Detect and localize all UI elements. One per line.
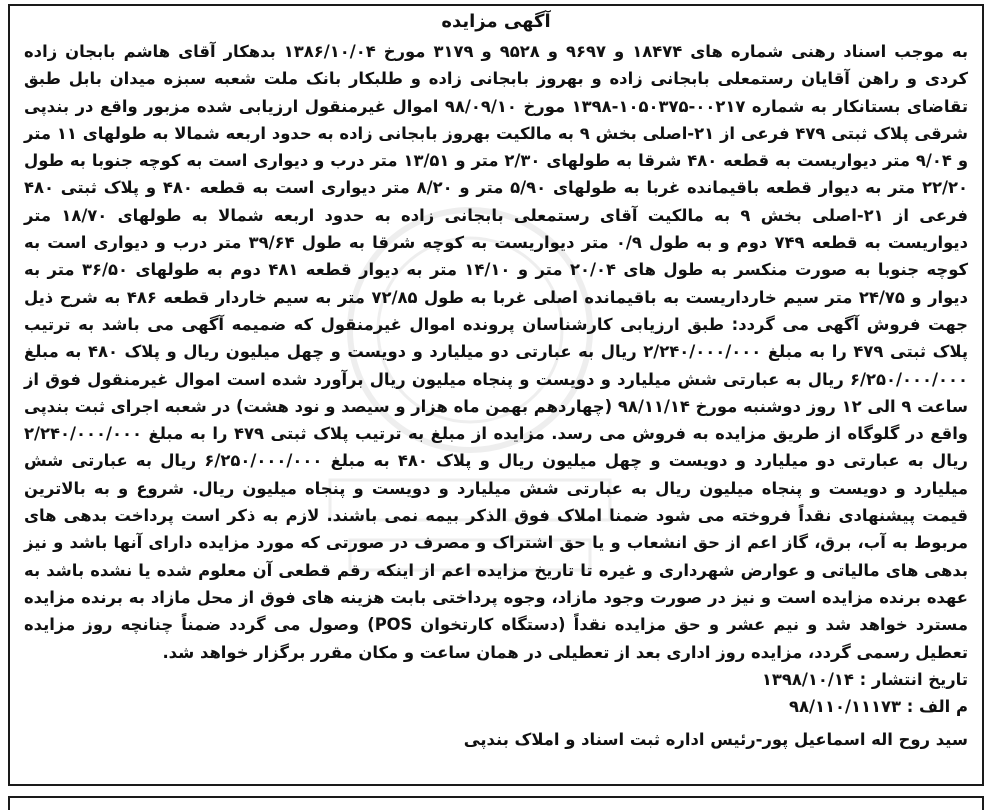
auction-notice <box>24 8 968 754</box>
signature-line: سید روح اله اسماعیل پور-رئیس اداره ثبت اسناد و املاک بندپی <box>463 730 968 750</box>
next-notice-border <box>8 796 984 810</box>
reference-number: م الف : ۹۸/۱۱۰/۱۱۱۷۳ <box>789 697 968 717</box>
notice-title: آگهی مزایده <box>441 11 551 32</box>
publish-date: تاریخ انتشار : ۱۳۹۸/۱۰/۱۴ <box>761 669 968 689</box>
notice-body: به موجب اسناد رهنی شماره های ۱۸۴۷۴ و ۹۶۹۷ و ۹۵۲۸ و ۳۱۷۹ مورخ ۱۳۸۶/۱۰/۰۴ بدهکار آقای هاشم بابجان زاده کردی و راهن آقایان رستمعلی بابجانی زاده و بهروز بابجانی زاده و طلبکار بانک ملت شعبه سبزه میدان بابل طبق تقاضای بستانکار به شماره ۰۰۲۱۷-۱۰۵۰۳۷۵-۱۳۹۸ مورخ ۹۸/۰۹/۱۰ اموال غیرمنقول ارزیابی شده مزبور واقع در بندپی شرقی پلاک ثبتی ۴۷۹ فرعی از ۲۱-اصلی بخش ۹ به مالکیت بهروز بابجانی زاده به حدود اربعه شمالا به طولهای ۱۱ متر و ۹/۰۴ متر دیواریست به قطعه ۴۸۰ شرقا به طولهای ۲/۳۰ متر و ۱۳/۵۱ متر درب و دیواری است به کوچه جنوبا به طول ۲۲/۲۰ متر به دیوار قطعه باقیمانده غربا به طولهای ۵/۹۰ متر و ۸/۲۰ متر دیواری است به قطعه ۴۸۰ و پلاک ثبتی ۴۸۰ فرعی از ۲۱-اصلی بخش ۹ به مالکیت آقای رستمعلی بابجانی زاده به حدود اربعه شمالا به طولهای ۱۸/۷۰ متر دیواریست به قطعه ۷۴۹ دوم و به طول ۰/۹ متر دیواریست به کوچه شرقا به طول ۳۹/۶۴ متر درب و دیواری است به کوچه جنوبا به صورت منکسر به طول های ۲۰/۰۴ متر و ۱۴/۱۰ متر به دیوار قطعه ۴۸۱ دوم به طولهای ۳۶/۵۰ متر به دیوار و ۲۴/۷۵ متر سیم خارداریست به باقیمانده اصلی غربا به طول ۷۲/۸۵ متر به سیم خاردار قطعه ۴۸۶ به شرح ذیل جهت فروش آگهی می گردد: طبق ارزیابی کارشناسان پرونده اموال غیرمنقول که ضمیمه آگهی می باشد به ترتیب پلاک ثبتی ۴۷۹ را به مبلغ ۲/۲۴۰/۰۰۰/۰۰۰ ریال به عبارتی دو میلیارد و دویست و چهل میلیون ریال و پلاک ۴۸۰ به مبلغ ۶/۲۵۰/۰۰۰/۰۰۰ ریال به عبارتی شش میلیارد و دویست و پنجاه میلیون ریال برآورد شده است اموال غیرمنقول فوق از ساعت ۹ الی ۱۲ روز دوشنبه مورخ ۹۸/۱۱/۱۴ (چهاردهم بهمن ماه هزار و سیصد و نود هشت) در شعبه اجرای ثبت بندپی واقع در گلوگاه از طریق مزایده به فروش می رسد. مزایده از مبلغ به ترتیب پلاک ثبتی ۴۷۹ را به مبلغ ۲/۲۴۰/۰۰۰/۰۰۰ ریال به عبارتی دو میلیارد و دویست و چهل میلیون ریال و پلاک ۴۸۰ به مبلغ ۶/۲۵۰/۰۰۰/۰۰۰ ریال به عبارتی شش میلیارد و دویست و پنجاه میلیون ریال به عبارتی شش میلیارد و دویست و پنجاه میلیون ریال. شروع و به بالاترین قیمت پیشنهادی نقداً فروخته می شود ضمنا املاک فوق الذکر بیمه نمی باشند. لازم به ذکر است پرداخت بدهی های مربوط به آب، برق، گاز اعم از حق انشعاب و یا حق اشتراک و مصرف در صورتی که مورد مزایده دارای آنها باشد و نیز بدهی های مالیاتی و عوارض شهرداری و غیره تا تاریخ مزایده اعم از اینکه رقم قطعی آن معلوم شده یا نشده باشد به عهده برنده مزایده است و نیز در صورت وجود مازاد، وجوه پرداختی بابت هزینه های فوق از محل مازاد به برنده مزایده مسترد خواهد شد و نیم عشر و حق مزایده نقداً (دستگاه کارتخوان POS) وصول می گردد ضمناً چنانچه روز مزایده تعطیل رسمی گردد، مزایده روز اداری بعد از تعطیلی در همان ساعت و مکان مقرر برگزار خواهد شد. <box>24 42 969 662</box>
